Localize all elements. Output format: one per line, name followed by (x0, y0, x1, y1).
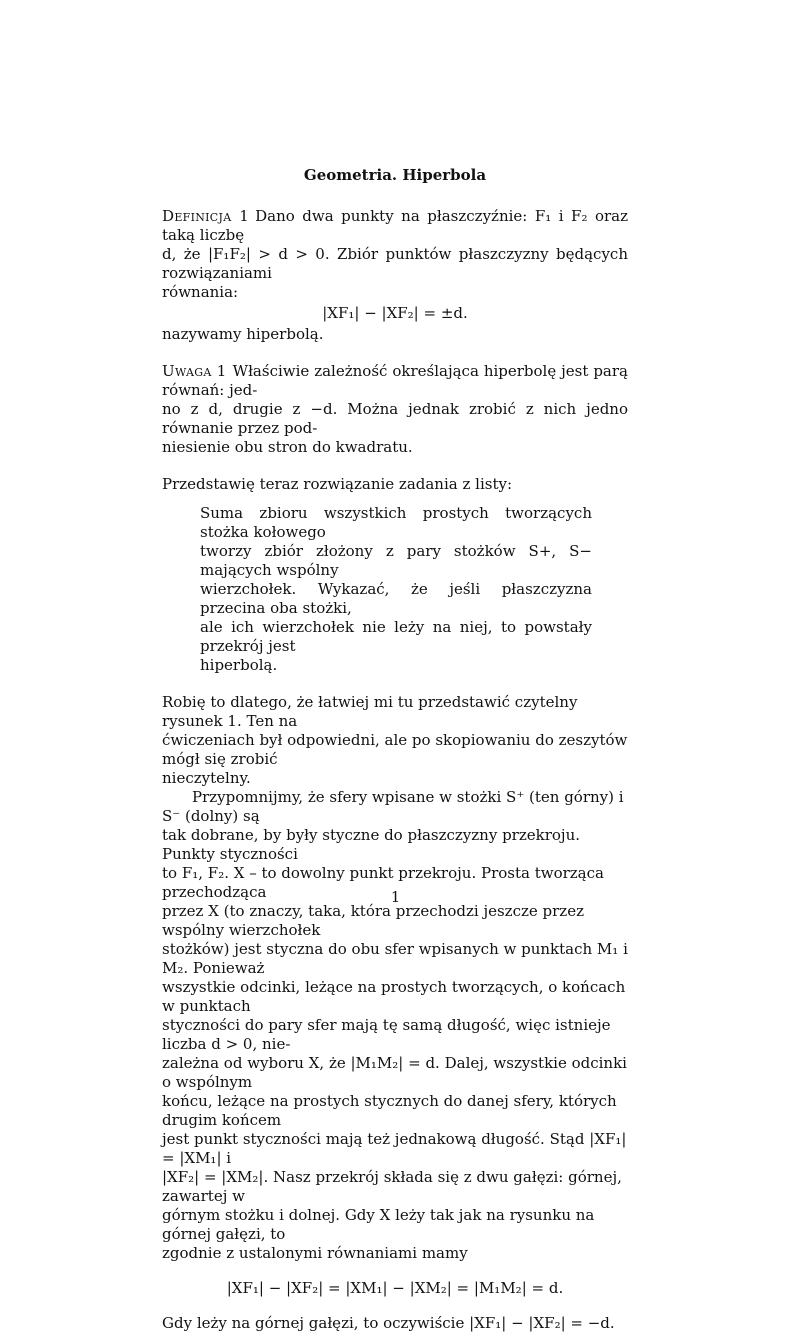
remark-line-2: no z d, drugie z −d. Można jednak zrobić z nich jedno równanie przez pod- (162, 400, 628, 437)
document-title: Geometria. Hiperbola (303, 166, 487, 184)
paragraph-2: Przypomnijmy, że sfery wpisane w stożki S⁺ (ten górny) i S⁻ (dolny) są tak dobrane, by były styczne do płaszczyzny przekroju. Punkty styczności to F₁, F₂. X – to dowolny punkt przekroju. Prosta tworząca przechodząca przez X (to znaczy, taka, która przechodzi jeszcze przez wspólny wierzchołek stożków) jest styczna do obu sfer wpisanych w punktach M₁ i M₂. Ponieważ wszystkie odcinki, leżące na prostych tworzących, o końcach w punktach styczności do pary sfer mają tę samą długość, więc istnieje liczba d > 0, nie- zależna od wyboru X, że |M₁M₂| = d. Dalej, wszystkie odcinki o wspólnym końcu, leżące na prostych stycznych do danej sfery, których drugim końcem jest punkt styczności mają też jednakową długość. Stąd |XF₁| = |XM₁| i |XF₂| = |XM₂|. Nasz przekrój składa się z dwu gałęzi: górnej, zawartej w górnym stożku i dolnej. Gdy X leży tak jak na rysunku na górnej gałęzi, to zgodnie z ustalonymi równaniami mamy (162, 788, 628, 1262)
remark-line-3: niesienie obu stron do kwadratu. (162, 438, 413, 456)
final-line: Gdy leży na górnej gałęzi, to oczywiście |XF₁| − |XF₂| = −d. (162, 1314, 615, 1332)
equation-2: |XF₁| − |XF₂| = |XM₁| − |XM₂| = |M₁M₂| = d. (226, 1279, 564, 1297)
remark-line-1: Uwaga 1 Właściwie zależność określająca hiperbolę jest parą równań: jed- (162, 362, 628, 399)
remark-block (162, 362, 628, 457)
definition-label: Definicja 1 (162, 207, 250, 225)
definition-equation: |XF₁| − |XF₂| = ±d. (322, 304, 468, 322)
document-page (162, 160, 628, 1333)
definition-line-2: d, że |F₁F₂| > d > 0. Zbiór punktów płaszczyzny będących rozwiązaniami (162, 245, 628, 282)
definition-block (162, 207, 628, 344)
page-number: 1 (390, 888, 401, 906)
quoted-problem: Suma zbioru wszystkich prostych tworzących stożka kołowego tworzy zbiór złożony z pary stożków S+, S− mających wspólny wierzchołek. Wykazać, że jeśli płaszczyzna przecina oba stożki, ale ich wierzchołek nie leży na niej, to powstały przekrój jest hiperbolą. (200, 504, 592, 674)
intro-paragraph: Przedstawię teraz rozwiązanie zadania z listy: (162, 475, 512, 493)
remark-label: Uwaga 1 (162, 362, 227, 380)
definition-conclusion: nazywamy hiperbolą. (162, 325, 324, 343)
paragraph-1: Robię to dlatego, że łatwiej mi tu przedstawić czytelny rysunek 1. Ten na ćwiczeniach był odpowiedni, ale po skopiowaniu do zeszytów mógł się zrobić nieczytelny. (162, 693, 628, 787)
definition-line-3: równania: (162, 283, 239, 301)
definition-line-1: Definicja 1 Dano dwa punkty na płaszczyźnie: F₁ i F₂ oraz taką liczbę (162, 207, 629, 244)
